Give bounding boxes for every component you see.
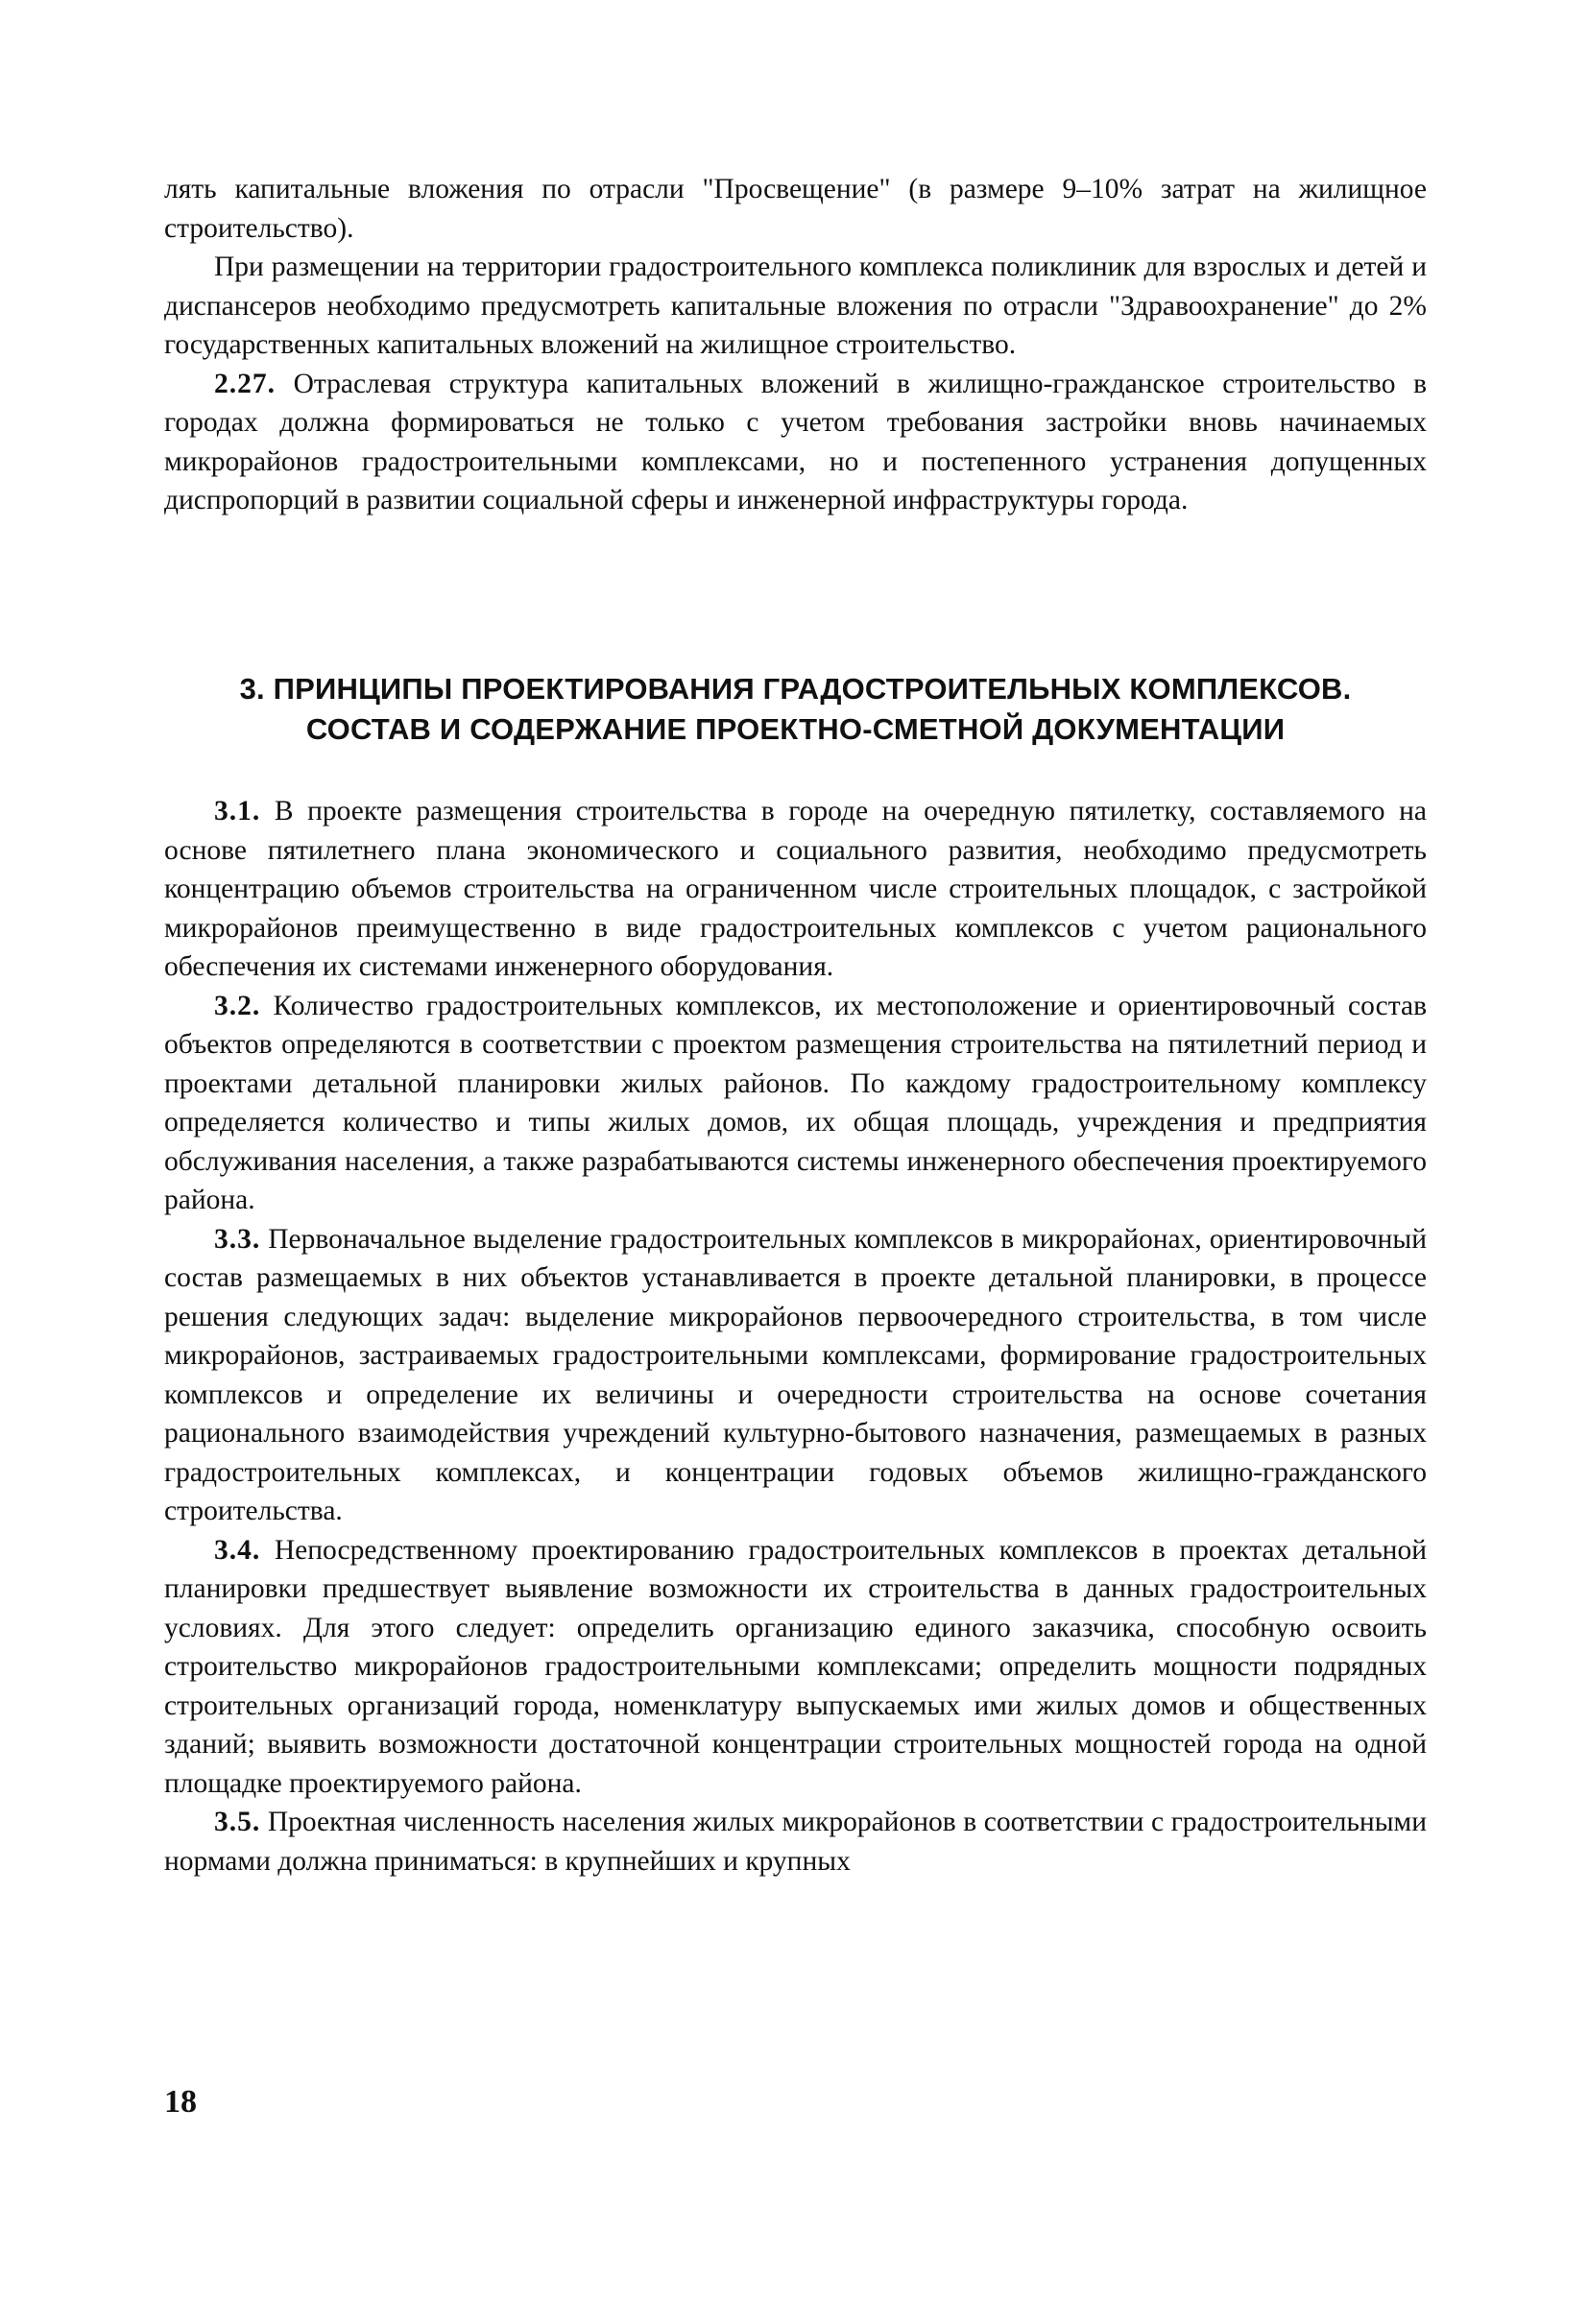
paragraph-number: 3.2.	[214, 990, 261, 1021]
paragraph-number: 3.3.	[214, 1223, 261, 1255]
paragraph-3-1	[164, 792, 1427, 987]
paragraph-text: В проекте размещения строительства в городе на очередную пятилетку, составляемого на основе пятилетнего плана экономического и социального развития, необходимо предусмотреть концентрацию объемов строительства на ограниченном числе строительных площадок, с застройкой микрорайонов преимущественно в виде градостроительных комплексов с учетом рационального обеспечения их системами инженерного оборудования.	[164, 796, 1427, 982]
paragraph-text: Первоначальное выделение градостроительных комплексов в микрорайонах, ориентировочный состав размещаемых в них объектов устанавливается в проекте детальной планировки, в процессе решения следующих задач: выделение микрорайонов первоочередного строительства, в том числе микрорайонов, застраиваемых градостроительными комплексами, формирование градостроительных комплексов и определение их величины и очередности строительства на основе сочетания рационального взаимодействия учреждений культурно-бытового назначения, размещаемых в разных градостроительных комплексах, и концентрации годовых объемов жилищно-гражданского строительства.	[164, 1223, 1427, 1526]
paragraph-3-4	[164, 1531, 1427, 1804]
paragraph-2-27	[164, 365, 1427, 520]
section-heading-line-1: 3. ПРИНЦИПЫ ПРОЕКТИРОВАНИЯ ГРАДОСТРОИТЕЛЬНЫХ КОМПЛЕКСОВ.	[239, 672, 1352, 706]
paragraph-text: Количество градостроительных комплексов, их местоположение и ориентировочный состав объектов определяются в соответствии с проектом размещения строительства на пятилетний период и проектами детальной планировки жилых районов. По каждому градостроительному комплексу определяется количество и типы жилых домов, их общая площадь, учреждения и предприятия обслуживания населения, а также разрабатываются системы инженерного обеспечения проектируемого района.	[164, 990, 1427, 1215]
paragraph-number: 3.1.	[214, 796, 261, 827]
paragraph-3-2	[164, 987, 1427, 1220]
paragraph-text: Непосредственному проектированию градостроительных комплексов в проектах детальной планировки предшествует выявление возможности их строительства в данных градостроительных условиях. Для этого следует: определить организацию единого заказчика, способную освоить строительство микрорайонов градостроительными комплексами; определить мощности подрядных строительных организаций города, номенклатуру выпускаемых ими жилых домов и общественных зданий; выявить возможности достаточной концентрации строительных мощностей города на одной площадке проектируемого района.	[164, 1534, 1427, 1799]
paragraph-text: При размещении на территории градостроительного комплекса поликлиник для взрослых и детей и диспансеров необходимо предусмотреть капитальные вложения по отрасли "Здравоохранение" до 2% государственных капитальных вложений на жилищное строительство.	[164, 252, 1427, 360]
paragraph-3-3	[164, 1220, 1427, 1531]
paragraph-text: Проектная численность населения жилых микрорайонов в соответствии с градостроительными нормами должна приниматься: в крупнейших и крупных	[164, 1807, 1427, 1877]
paragraph-number: 3.5.	[214, 1807, 261, 1837]
section-heading	[164, 669, 1427, 750]
paragraph-text: лять капитальные вложения по отрасли "Просвещение" (в размере 9–10% затрат на жилищное строительство).	[164, 174, 1427, 244]
paragraph-continuation	[164, 170, 1427, 248]
paragraph-healthcare	[164, 248, 1427, 365]
top-text-block	[164, 170, 1427, 520]
page-number: 18	[164, 2084, 197, 2120]
main-text-block	[164, 792, 1427, 1881]
paragraph-3-5	[164, 1803, 1427, 1881]
paragraph-number: 2.27.	[214, 368, 276, 399]
paragraph-text: Отраслевая структура капитальных вложений в жилищно-гражданское строительство в городах должна формироваться не только с учетом требования застройки вновь начинаемых микрорайонов градостроительными комплексами, но и постепенного устранения допущенных диспропорций в развитии социальной сферы и инженерной инфраструктуры города.	[164, 368, 1427, 515]
paragraph-number: 3.4.	[214, 1534, 261, 1566]
section-heading-line-2: СОСТАВ И СОДЕРЖАНИЕ ПРОЕКТНО-СМЕТНОЙ ДОКУМЕНТАЦИИ	[305, 712, 1286, 746]
